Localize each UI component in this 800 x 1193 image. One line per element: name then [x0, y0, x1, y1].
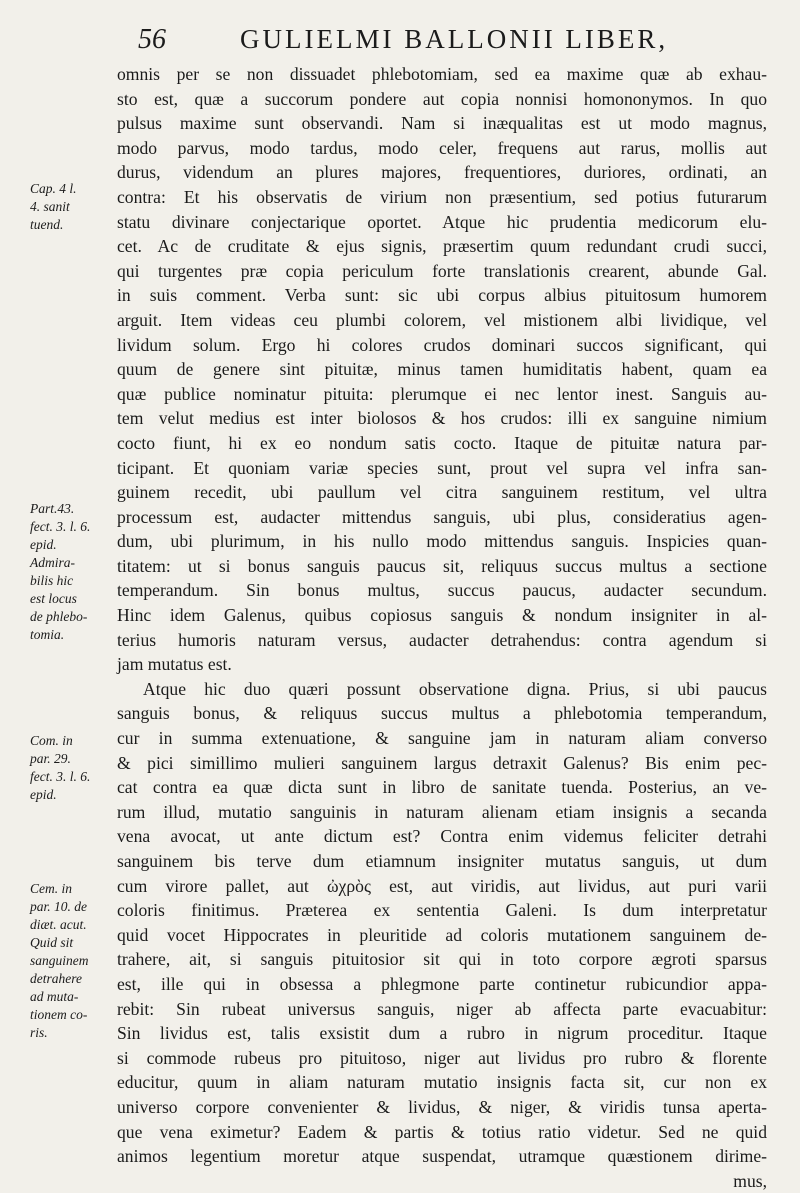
text-line: si commode rubeus pro pituitoso, niger aut lividus pro rubro & florente — [117, 1047, 767, 1068]
margin-note-line: epid. — [30, 787, 57, 802]
text-line: cat contra ea quæ dicta sunt in libro de sanitate tuenda. Posterius, an ve- — [117, 777, 767, 798]
margin-note-line: est locus — [30, 591, 77, 606]
text-line: guinem recedit, ubi paullum vel citra sanguinem restitum, vel ultra — [117, 482, 767, 503]
text-line: durus, videndum an plures majores, frequentiores, duriores, ordinati, an — [117, 162, 767, 183]
text-line: terius humoris naturam versus, audacter detrahendus: contra agendum si — [117, 629, 767, 650]
margin-note-line: fect. 3. l. 6. — [30, 519, 91, 534]
margin-note-line: de phlebo- — [30, 609, 88, 624]
margin-note-line: Admira- — [30, 555, 75, 570]
text-line: statu divinare conjectarique oportet. Atque hic prudentia medicorum elu- — [117, 211, 767, 232]
text-line: vena avocat, ut ante dictum est? Contra enim videmus feliciter detrahi — [117, 826, 767, 847]
margin-note-line: Com. in — [30, 733, 73, 748]
text-line: cum virore pallet, aut ὠχρὸς est, aut viridis, aut lividus, aut puri varii — [117, 875, 767, 896]
text-line: temperandum. Sin bonus multus, succus paucus, audacter secundum. — [117, 580, 767, 601]
text-line: cur in summa extenuatione, & sanguine jam in naturam aliam converso — [117, 728, 767, 749]
margin-note-line: Quid sit — [30, 935, 74, 950]
margin-note-line: tuend. — [30, 217, 64, 232]
text-line: tem velut medius est inter biolosos & hos crudos: illi ex sanguine nimium — [117, 408, 767, 429]
text-line: in suis comment. Verba sunt: sic ubi corpus albius pituitosum humorem — [117, 285, 767, 306]
margin-note — [30, 732, 118, 804]
text-line: coloris finitimus. Præterea ex sententia Galeni. Is dum interpretatur — [117, 900, 767, 921]
margin-note-line: par. 29. — [30, 751, 71, 766]
margin-note-line: tomia. — [30, 627, 65, 642]
text-line: universo corpore convenienter & lividus, & niger, & viridis tunsa aperta- — [117, 1096, 767, 1117]
text-line: rebit: Sin rubeat universus sanguis, niger ab affecta parte evacuabitur: — [117, 998, 767, 1019]
running-head: GULIELMI BALLONII LIBER, — [240, 24, 669, 54]
margin-note-line: Cap. 4 l. — [30, 181, 77, 196]
text-line: Sin lividus est, talis exsistit dum a rubro in nigrum proceditur. Itaque — [117, 1023, 767, 1044]
text-line: educitur, quum in aliam naturam mutatio insignis facta sit, cur non ex — [117, 1072, 767, 1093]
margin-note — [30, 500, 118, 644]
text-line: sto est, quæ a succorum pondere aut copia nonnisi homononymos. In quo — [117, 88, 767, 109]
margin-note-line: par. 10. de — [30, 899, 87, 914]
text-line: dum, ubi plurimum, in his nullo modo mittendus sanguis. Inspicies quan- — [117, 531, 767, 552]
margin-note — [30, 880, 118, 1042]
text-line: contra: Et his observatis de virium non præsentium, sed potius futurarum — [117, 186, 767, 207]
text-line: Atque hic duo quæri possunt observatione digna. Prius, si ubi paucus — [143, 678, 767, 699]
text-line: jam mutatus est. — [117, 654, 232, 675]
text-line: trahere, ait, si sanguis pituitosior sit qui in toto corpore ægroti sparsus — [117, 949, 767, 970]
text-line: sanguinem bis terve dum etiamnum insigniter mutatus sanguis, ut dum — [117, 851, 767, 871]
margin-note-line: ris. — [30, 1025, 48, 1040]
margin-note-line: tionem co- — [30, 1007, 88, 1022]
margin-note-line: epid. — [30, 537, 57, 552]
margin-note-line: sanguinem — [30, 953, 89, 968]
margin-note-line: Cem. in — [30, 881, 72, 896]
text-line: processum est, audacter mittendus sanguis, ubi plus, consideratius agen- — [117, 506, 767, 527]
text-line: quæ publice nominatur pituita: plerumque ei nec lentor inest. Sanguis au- — [117, 383, 767, 404]
text-line: quum de genere sint pituitæ, minus tamen humiditatis habent, quam ea — [117, 359, 767, 380]
text-line: est, ille qui in obsessa a phlegmone parte continetur rubicundior appa- — [117, 973, 767, 994]
text-line: cet. Ac de cruditate & ejus signis, præsertim quum redundant crudi succi, — [117, 236, 767, 257]
margin-note-line: ad muta- — [30, 989, 79, 1004]
catchword: mus, — [733, 1170, 767, 1191]
page-number: 56 — [138, 24, 166, 55]
margin-note-line: fect. 3. l. 6. — [30, 769, 91, 784]
text-line: titatem: ut si bonus sanguis paucus sit, reliquus succus multus a sectione — [117, 555, 767, 576]
text-line: & pici simillimo mulieri sanguinem largus detraxit Galenus? Bis enim pec- — [117, 752, 767, 773]
text-line: que vena eximetur? Eadem & partis & totius ratio videtur. Sed ne quid — [117, 1121, 767, 1142]
margin-note-line: bilis hic — [30, 573, 74, 588]
margin-note-line: diæt. acut. — [30, 917, 87, 932]
text-line: omnis per se non dissuadet phlebotomiam, sed ea maxime quæ ab exhau- — [117, 64, 767, 84]
text-line: Hinc idem Galenus, quibus copiosus sanguis & nondum insigniter in al- — [117, 605, 767, 626]
text-line: quid vocet Hippocrates in pleuritide ad coloris mutationem sanguinem de- — [117, 924, 767, 945]
text-line: arguit. Item videas ceu plumbi colorem, vel mistionem albi lividique, vel — [117, 309, 767, 330]
page-header — [0, 20, 800, 64]
text-line: animos legentium moretur atque suspendat, utramque quæstionem dirime- — [117, 1146, 767, 1167]
margin-note — [30, 180, 118, 234]
margin-note-line: detrahere — [30, 971, 82, 986]
text-line: pulsus maxime sunt observandi. Nam si inæqualitas est ut modo magnus, — [117, 113, 767, 134]
text-line: modo parvus, modo tardus, modo celer, frequens aut rarus, mollis aut — [117, 137, 767, 158]
text-line: qui turgentes præ copia periculum forte translationis crearent, abunde Gal. — [117, 260, 767, 281]
body-text — [117, 62, 767, 1193]
text-line: ticipant. Et quoniam variæ species sunt, prout vel supra vel infra san- — [117, 457, 767, 478]
text-line: sanguis bonus, & reliquus succus multus a phlebotomia temperandum, — [117, 703, 767, 724]
text-line: cocto fiunt, hi ex eo nondum satis cocto. Itaque de pituitæ natura par- — [117, 432, 767, 453]
text-line: rum illud, mutatio sanguinis in naturam alienam etiam insignis a secanda — [117, 801, 767, 822]
text-line: lividum solum. Ergo hi colores crudos dominari succos significant, qui — [117, 334, 767, 355]
margin-note-line: Part.43. — [30, 501, 75, 516]
margin-note-line: 4. sanit — [30, 199, 70, 214]
